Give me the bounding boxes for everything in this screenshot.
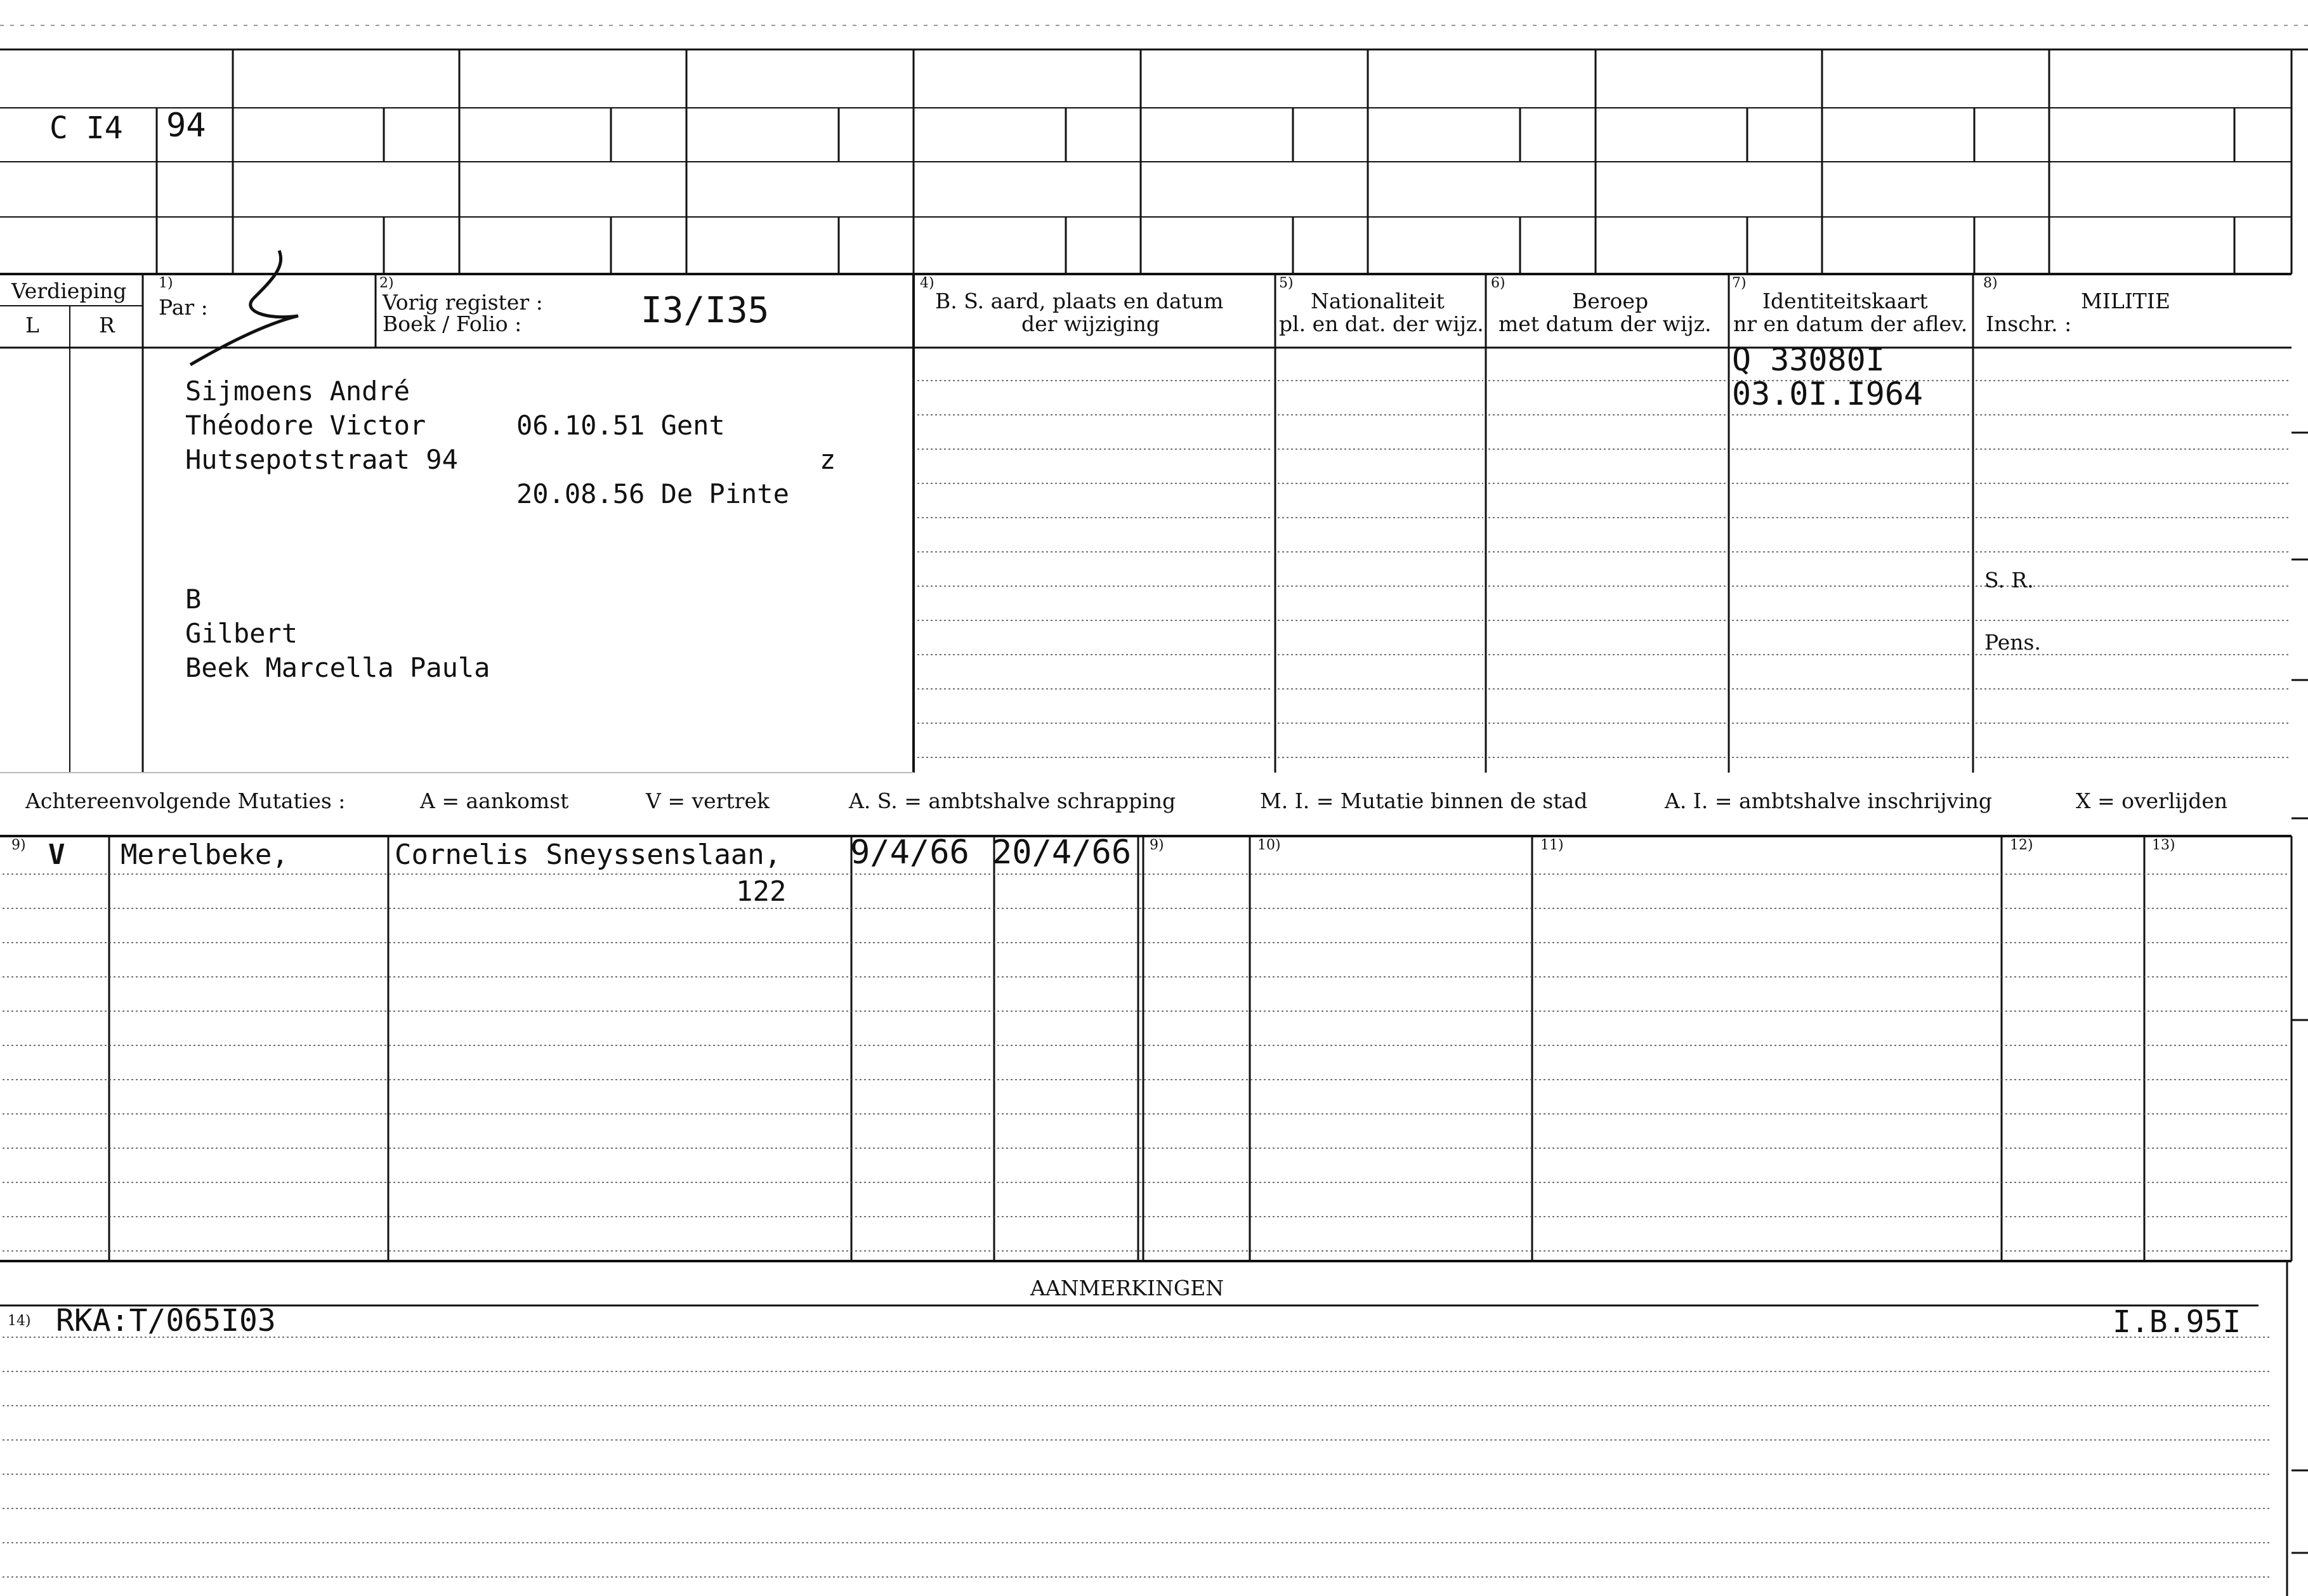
col-r-label: R [99,313,115,337]
card-code: C I4 [49,110,123,146]
note-6: 6) [1491,275,1505,291]
note-8: 8) [1983,275,1998,291]
note-9b: 9) [1150,837,1164,853]
note-12: 12) [2010,837,2033,853]
col-l-label: L [25,313,39,337]
pens-label: Pens. [1984,630,2041,655]
mutation-type: V [48,839,65,871]
beroep-label-1: Beroep [1572,289,1649,313]
mutation-date-1: 9/4/66 [850,834,969,872]
mutation-street: Cornelis Sneyssenslaan, [395,839,782,871]
status-mark: z [820,444,836,475]
note-2: 2) [379,275,394,291]
inschr-label: Inschr. : [1986,311,2072,336]
note-7: 7) [1732,275,1747,291]
legend-aankomst: A = aankomst [420,788,569,813]
note-10: 10) [1257,837,1281,853]
beroep-label-2: met datum der wijz. [1498,311,1712,336]
legend-vertrek: V = vertrek [646,788,770,813]
bs-label-2: der wijziging [1021,311,1160,336]
mutation-date-2: 20/4/66 [992,834,1132,872]
vorig-register-label: Vorig register : [383,290,543,315]
previous-register-value: I3/I35 [641,290,770,331]
bs-label-1: B. S. aard, plaats en datum [935,289,1224,313]
note-14: 14) [8,1313,31,1329]
legend-title: Achtereenvolgende Mutaties : [25,788,346,813]
person-given-names: Théodore Victor [185,410,426,441]
note-1: 1) [159,275,173,291]
father-name: Gilbert [185,618,298,649]
legend-mutatie: M. I. = Mutatie binnen de stad [1260,788,1588,813]
id-card-label-1: Identiteitskaart [1762,289,1928,313]
par-label: Par : [159,295,208,320]
arrival-info: 20.08.56 De Pinte [516,478,789,509]
mutation-house-number: 122 [736,875,787,908]
note-9: 9) [11,837,26,853]
legend-inschrijving: A. I. = ambtshalve inschrijving [1665,788,1993,813]
id-card-number: Q 33080I [1732,341,1885,378]
boek-folio-label: Boek / Folio : [383,311,522,336]
sr-label: S. R. [1984,568,2034,592]
legend-schrapping: A. S. = ambtshalve schrapping [849,788,1176,813]
person-line-b: B [185,584,202,615]
person-address: Hutsepotstraat 94 [185,444,458,475]
remarks-text: RKA:T/065I03 [56,1303,276,1338]
note-4: 4) [920,275,934,291]
note-5: 5) [1279,275,1294,291]
note-13: 13) [2152,837,2175,853]
remarks-reference: I.B.95I [2113,1304,2241,1340]
militie-label: MILITIE [2081,289,2170,313]
id-card-date: 03.0I.I964 [1732,376,1924,412]
verdieping-label: Verdieping [11,278,127,303]
person-name: Sijmoens André [185,376,410,407]
remarks-title: AANMERKINGEN [1030,1276,1224,1300]
legend-overlijden: X = overlijden [2076,788,2228,813]
nationality-label-1: Nationaliteit [1311,289,1445,313]
mother-name: Beek Marcella Paula [185,652,490,683]
card-number: 94 [166,107,206,145]
nationality-label-2: pl. en dat. der wijz. [1279,311,1484,336]
birth-info: 06.10.51 Gent [516,410,725,441]
mutation-place: Merelbeke, [121,839,289,871]
id-card-label-2: nr en datum der aflev. [1733,311,1968,336]
note-11: 11) [1540,837,1564,853]
